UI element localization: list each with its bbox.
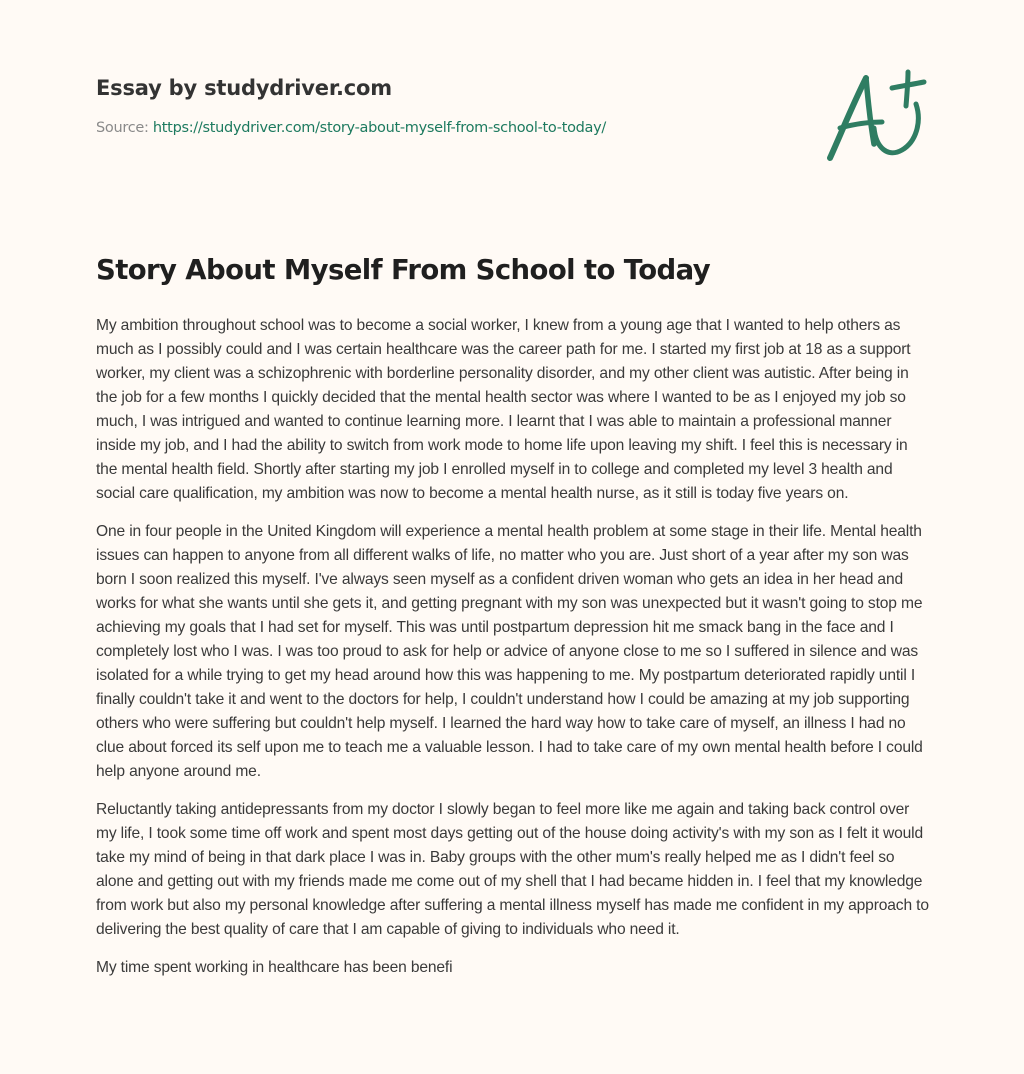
- essay-body: [96, 314, 932, 994]
- essay-paragraph: One in four people in the United Kingdom will experience a mental health problem at some stage in their life. Mental health issues can happen to anyone from all different walks of life, no matter who you are. Just short of a year after my son was born I soon realized this myself. I've always seen myself as a confident driven woman who gets an idea in her head and works for what she wants until she gets it, and getting pregnant with my son was unexpected but it wasn't going to stop me achieving my goals that I had set for myself. This was until postpartum depression hit me smack bang in the face and I completely lost who I was. I was too proud to ask for help or advice of anyone close to me so I suffered in silence and was isolated for a while trying to get my head around how this was happening to me. My postpartum deteriorated rapidly until I finally couldn't take it and went to the doctors for help, I couldn't understand how I could be amazing at my job supporting others who were suffering but couldn't help myself. I learned the hard way how to take care of myself, an illness I had no clue about forced its self upon me to teach me a valuable lesson. I had to take care of my own mental health before I could help anyone around me.: [96, 523, 923, 780]
- essay-title: Story About Myself From School to Today: [96, 254, 711, 286]
- essay-paragraph-truncated: My time spent working in healthcare has been benefi: [96, 959, 453, 976]
- source-label: Source:: [96, 120, 153, 136]
- source-line: [96, 120, 796, 136]
- page-header: [96, 76, 796, 136]
- essay-paragraph: My ambition throughout school was to become a social worker, I knew from a young age that I wanted to help others as much as I possibly could and I was certain healthcare was the career path for me. I started my first job at 18 as a support worker, my client was a schizophrenic with borderline personality disorder, and my other client was autistic. After being in the job for a few months I quickly decided that the mental health sector was where I wanted to be as I enjoyed my job so much, I was intrigued and wanted to continue learning more. I learnt that I was able to maintain a professional manner inside my job, and I had the ability to switch from work mode to home life upon leaving my shift. I feel this is necessary in the mental health field. Shortly after starting my job I enrolled myself in to college and completed my level 3 health and social care qualification, my ambition was now to become a mental health nurse, as it still is today five years on.: [96, 317, 911, 502]
- a-plus-grade-icon: [822, 66, 930, 166]
- essay-paragraph: Reluctantly taking antidepressants from my doctor I slowly began to feel more like me again and taking back control over my life, I took some time off work and spent most days getting out of the house doing activity's with my son as I felt it would take my mind of being in that dark place I was in. Baby groups with the other mum's really helped me as I didn't feel so alone and getting out with my friends made me come out of my shell that I had became hidden in. I feel that my knowledge from work but also my personal knowledge after suffering a mental illness myself has made me confident in my approach to delivering the best quality of care that I am capable of giving to individuals who need it.: [96, 801, 929, 938]
- site-title: Essay by studydriver.com: [96, 76, 392, 100]
- source-link[interactable]: https://studydriver.com/story-about-myself-from-school-to-today/: [152, 120, 607, 136]
